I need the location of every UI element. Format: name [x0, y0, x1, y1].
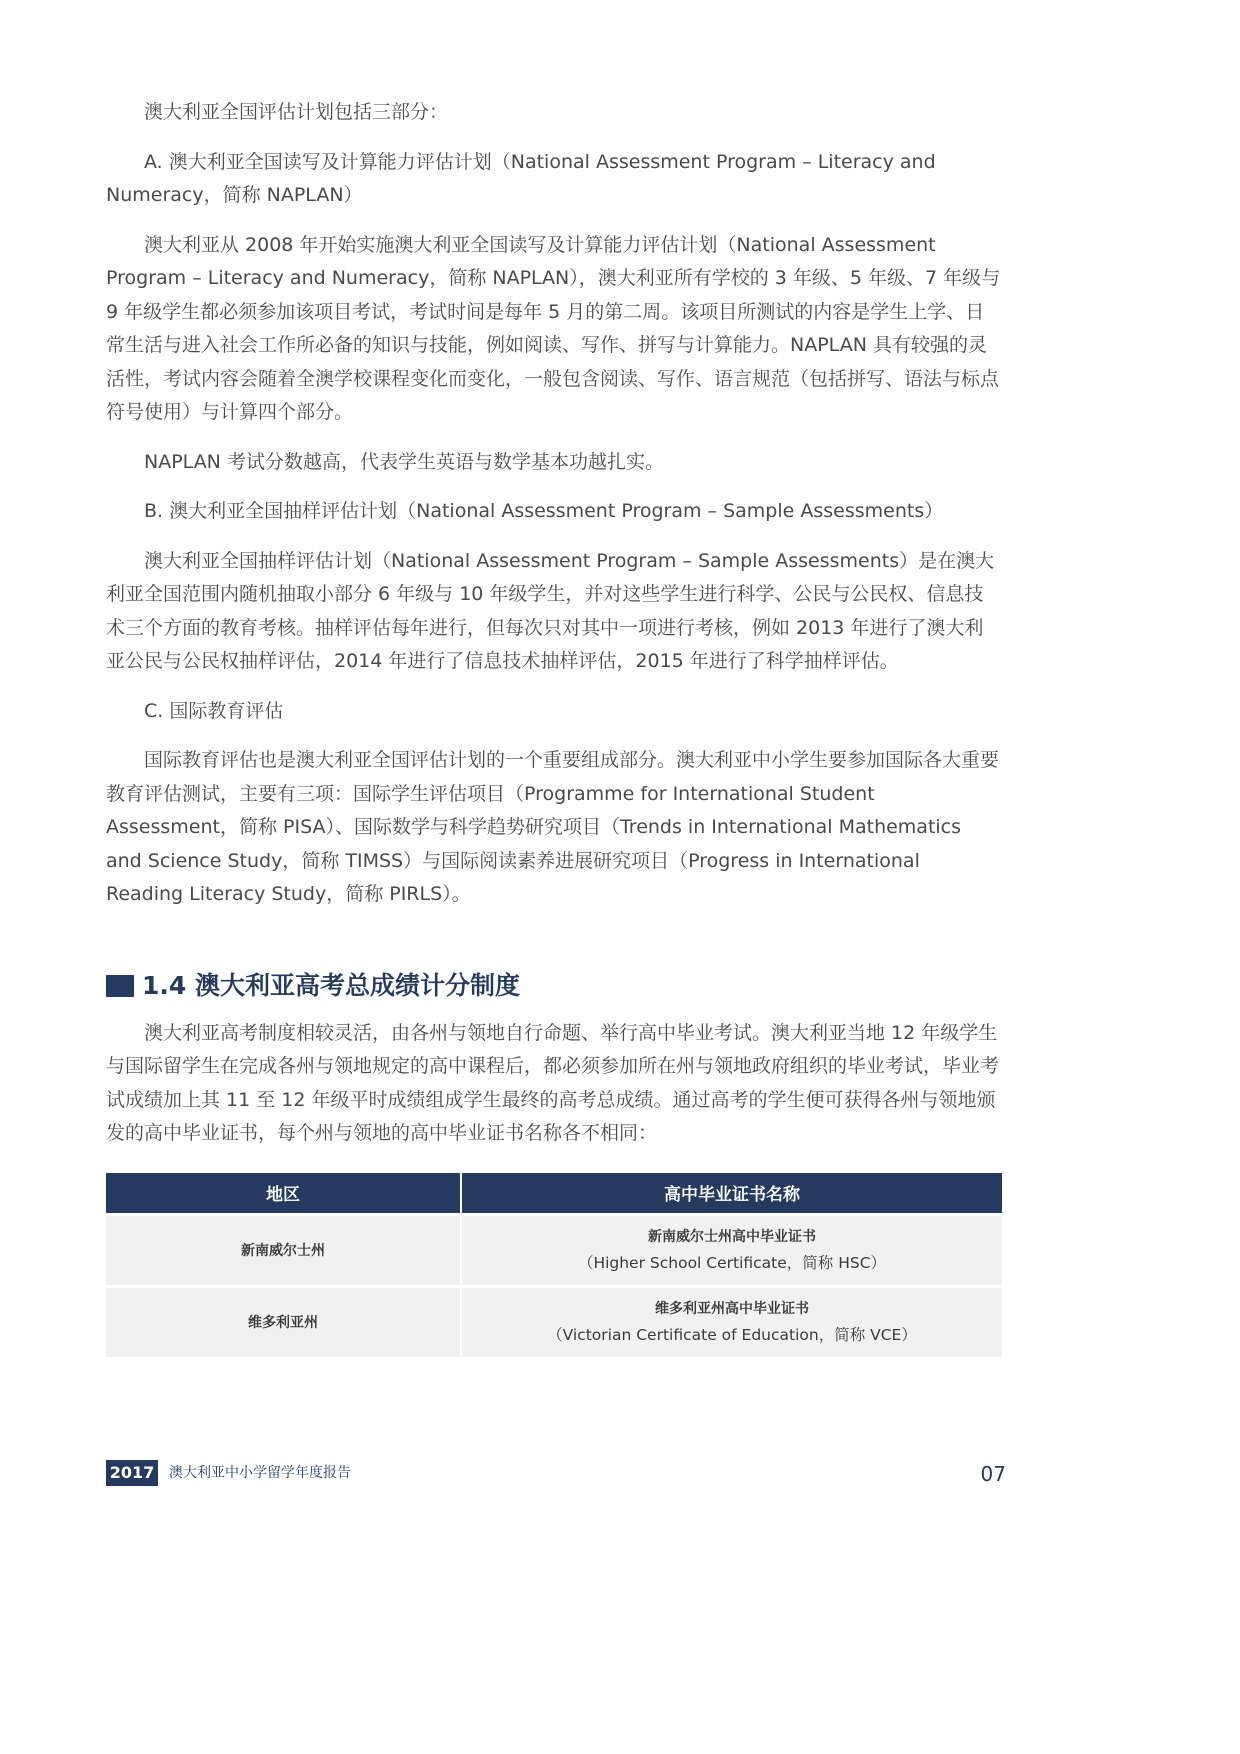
paragraph-naplan-description: 澳大利亚从 2008 年开始实施澳大利亚全国读写及计算能力评估计划（National Assessment Program – Literacy and Numeracy，简称 NAPLAN），澳大利亚所有学校的 3 年级、5 年级、7 年级与 9 年级学生都必须参加该项目考试，考试时间是每年 5 月的第二周。该项目所测试的内容是学生上学、日常生活与进入社会工作所必备的知识与技能，例如阅读、写作、拼写与计算能力。NAPLAN 具有较强的灵活性，考试内容会随着全澳学校课程变化而变化，一般包含阅读、写作、语言规范（包括拼写、语法与标点符号使用）与计算四个部分。: [106, 233, 1001, 423]
region-name: 维多利亚州: [248, 1314, 318, 1331]
certificate-name-en: （Higher School Certificate，简称 HSC）: [577, 1254, 887, 1272]
heading-c-international: C. 国际教育评估: [144, 699, 284, 722]
certificate-name-cn: 维多利亚州高中毕业证书: [655, 1301, 809, 1317]
table-header-row: [106, 1173, 1002, 1215]
paragraph-gaokao: 澳大利亚高考制度相较灵活，由各州与领地自行命题、举行高中毕业考试。澳大利亚当地 12 年级学生与国际留学生在完成各州与领地规定的高中课程后，都必须参加所在州与领地政府组织的毕业考试，毕业考试成绩加上其 11 至 12 年级平时成绩组成学生最终的高考总成绩。通过高考的学生便可获得各州与领地颁发的高中毕业证书，每个州与领地的高中毕业证书名称各不相同：: [106, 1021, 1000, 1144]
section-heading: [106, 969, 1002, 1003]
table-row: [106, 1286, 1002, 1357]
paragraph-sample-assessments: 澳大利亚全国抽样评估计划（National Assessment Program – Sample Assessments）是在澳大利亚全国范围内随机抽取小部分 6 年级与 10 年级学生，并对这些学生进行科学、公民与公民权、信息技术三个方面的教育考核。抽样评估每年进行，但每次只对其中一项进行考核，例如 2013 年进行了澳大利亚公民与公民权抽样评估，2014 年进行了信息技术抽样评估，2015 年进行了科学抽样评估。: [106, 549, 995, 672]
paragraph-international: 国际教育评估也是澳大利亚全国评估计划的一个重要组成部分。澳大利亚中小学生要参加国际各大重要教育评估测试，主要有三项：国际学生评估项目（Programme for International Student Assessment，简称 PISA）、国际数学与科学趋势研究项目（Trends in International Mathematics and Science Study，简称 TIMSS）与国际阅读素养进展研究项目（Progress in International Reading Literacy Study，简称 PIRLS）。: [106, 749, 1000, 905]
certificate-cell: [461, 1214, 1002, 1286]
certificate-cell: [461, 1286, 1002, 1357]
page-number: 07: [980, 1462, 1006, 1486]
section-title: 1.4 澳大利亚高考总成绩计分制度: [142, 970, 520, 1000]
header-region: 地区: [106, 1173, 461, 1215]
paragraph-intro: 澳大利亚全国评估计划包括三部分：: [144, 101, 449, 123]
page-footer: [106, 1460, 1006, 1488]
region-cell: [106, 1286, 461, 1357]
header-certificate: 高中毕业证书名称: [461, 1173, 1002, 1215]
region-name: 新南威尔士州: [241, 1242, 325, 1259]
report-title: 澳大利亚中小学留学年度报告: [169, 1465, 351, 1481]
table-row: [106, 1214, 1002, 1286]
section-square-icon: [106, 975, 134, 997]
certificate-name-en: （Victorian Certificate of Education，简称 VCE）: [547, 1326, 917, 1344]
year-badge: 2017: [106, 1460, 158, 1486]
heading-a-naplan: A. 澳大利亚全国读写及计算能力评估计划（National Assessment Program – Literacy and Numeracy，简称 NAPLAN）: [106, 150, 936, 206]
certificate-name-cn: 新南威尔士州高中毕业证书: [648, 1229, 816, 1245]
heading-b-sample-assessments: B. 澳大利亚全国抽样评估计划（National Assessment Program – Sample Assessments）: [144, 500, 944, 522]
certificate-table: [106, 1173, 1002, 1357]
paragraph-naplan-scores: NAPLAN 考试分数越高，代表学生英语与数学基本功越扎实。: [144, 450, 664, 473]
region-cell: [106, 1214, 461, 1286]
content-area: [106, 96, 1002, 1357]
